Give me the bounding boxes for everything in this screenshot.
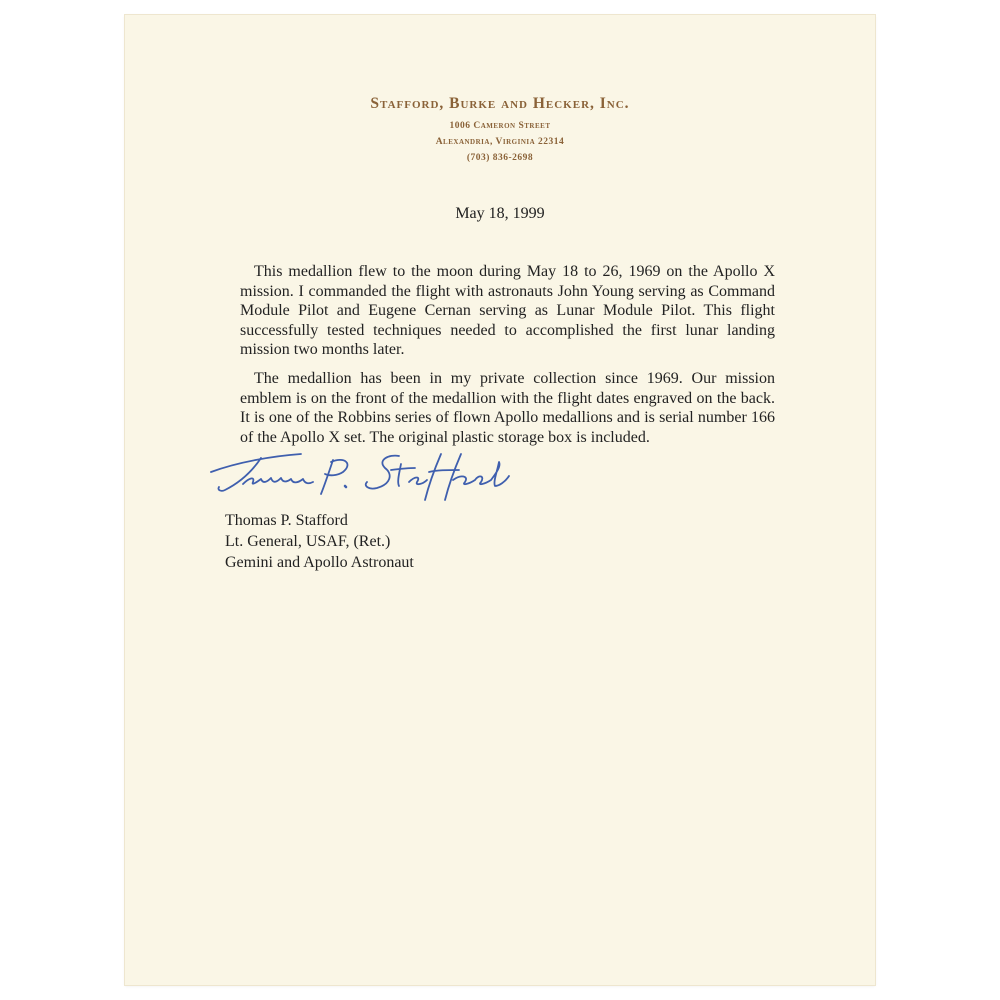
body-paragraph-2: The medallion has been in my private collection since 1969. Our mission emblem is on the front of the medallion with the flight dates engraved on the back. It is one of the Robbins series of flown Apollo medallions and is serial number 166 of the Apollo X set. The original plastic storage box is included. <box>240 369 775 446</box>
signer-rank: Lt. General, USAF, (Ret.) <box>225 533 391 550</box>
letter-body <box>240 262 775 456</box>
letterhead-address: 1006 Cameron Street <box>449 121 551 131</box>
letterhead <box>125 95 875 168</box>
letter-date: May 18, 1999 <box>455 205 545 222</box>
signer-title: Gemini and Apollo Astronaut <box>225 554 414 571</box>
letterhead-company: Stafford, Burke and Hecker, Inc. <box>370 95 630 112</box>
signer-name: Thomas P. Stafford <box>225 512 348 529</box>
handwritten-signature <box>203 442 523 512</box>
letterhead-city: Alexandria, Virginia 22314 <box>435 137 565 147</box>
signer-block <box>225 510 414 573</box>
body-paragraph-1: This medallion flew to the moon during May 18 to 26, 1969 on the Apollo X mission. I commanded the flight with astronauts John Young serving as Command Module Pilot and Eugene Cernan serving as Lunar Module Pilot. This flight successfully tested techniques needed to accomplished the first lunar landing mission two months later. <box>240 263 775 359</box>
letter-page <box>125 15 875 985</box>
letterhead-phone: (703) 836-2698 <box>466 153 534 163</box>
